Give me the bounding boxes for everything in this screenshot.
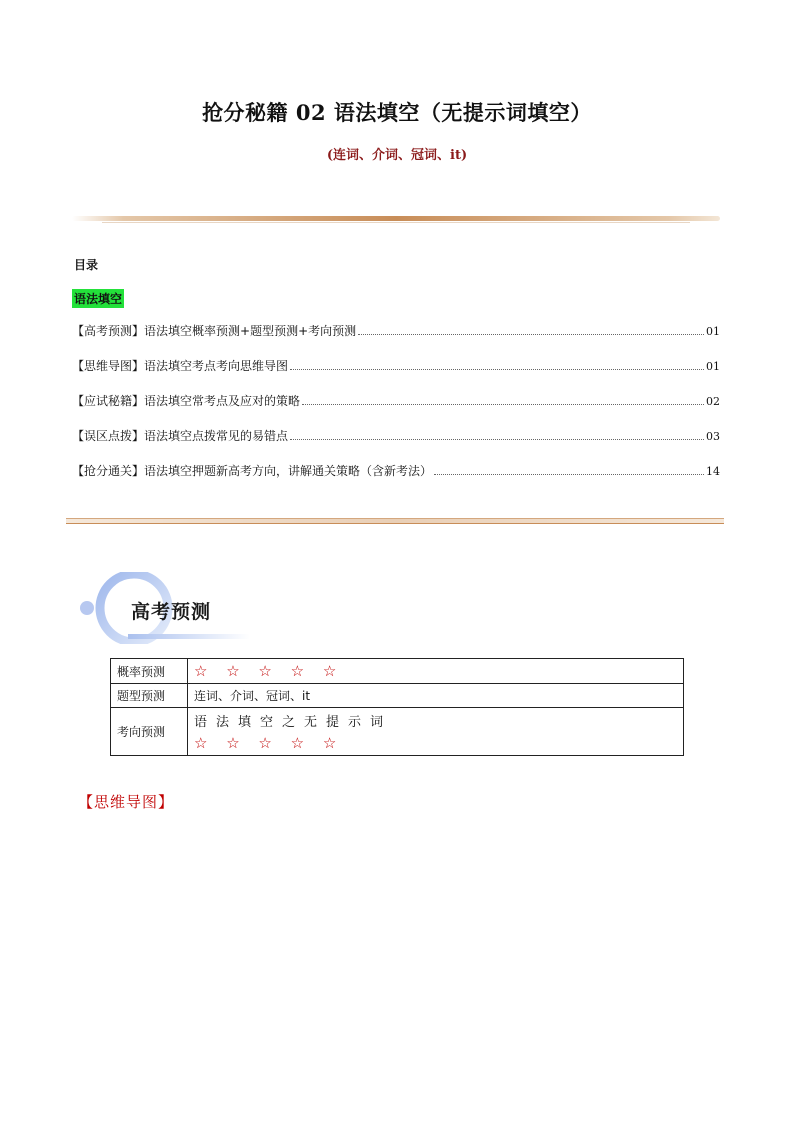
banner-dot [80, 601, 94, 615]
banner-title: 高考预测 [131, 601, 212, 623]
toc-item-bracket: 【抢分通关】 [72, 464, 145, 478]
toc-item-common-mistakes[interactable] [72, 427, 720, 462]
toc-item-bracket: 【应试秘籍】 [72, 394, 145, 408]
prediction-table [110, 658, 684, 756]
toc-item-gaokao-prediction[interactable] [72, 322, 720, 357]
document-subtitle: (连词、介词、冠词、it) [326, 148, 468, 163]
toc-item-page: 02 [706, 395, 720, 408]
table-row [111, 659, 684, 684]
document-title: 抢分秘籍 02 语法填空（无提示词填空） [202, 100, 592, 125]
table-row [111, 684, 684, 708]
table-key-cell: 概率预测 [111, 659, 188, 684]
toc-item-page: 01 [706, 325, 720, 338]
toc-leader-dots [302, 403, 704, 405]
table-key-cell: 题型预测 [111, 684, 188, 708]
toc-item-bracket: 【高考预测】 [72, 324, 145, 338]
toc-item-label: 语法填空押题新高考方向，讲解通关策略（含新考法） [144, 464, 433, 478]
toc-item-label: 语法填空常考点及应对的策略 [144, 394, 301, 408]
toc-leader-dots [290, 438, 704, 440]
direction-text: 语法填空之无提示词 [194, 715, 393, 730]
toc-item-bracket: 【思维导图】 [72, 359, 145, 373]
table-key-cell: 考向预测 [111, 708, 188, 756]
probability-stars: ☆ ☆ ☆ ☆ ☆ [188, 659, 684, 684]
table-of-contents [72, 322, 720, 497]
decorative-rule-middle [66, 518, 724, 524]
toc-heading: 目录 [74, 258, 99, 272]
direction-stars: ☆ ☆ ☆ ☆ ☆ [194, 734, 344, 752]
mind-map-section-heading: 【思维导图】 [78, 793, 175, 811]
toc-item-exam-tips[interactable] [72, 392, 720, 427]
toc-item-page: 03 [706, 430, 720, 443]
toc-item-mind-map[interactable] [72, 357, 720, 392]
toc-item-label: 语法填空概率预测+题型预测+考向预测 [144, 324, 357, 338]
toc-item-bracket: 【误区点拨】 [72, 429, 145, 443]
banner-underline [128, 634, 250, 639]
toc-item-page: 01 [706, 360, 720, 373]
decorative-rule-top [72, 216, 720, 221]
toc-item-label: 语法填空考点考向思维导图 [144, 359, 289, 373]
question-types-cell: 连词、介词、冠词、it [188, 684, 684, 708]
table-row [111, 708, 684, 756]
toc-item-label: 语法填空点拨常见的易错点 [144, 429, 289, 443]
toc-leader-dots [434, 473, 704, 475]
toc-highlight-tag: 语法填空 [72, 289, 124, 308]
toc-leader-dots [290, 368, 704, 370]
toc-item-page: 14 [706, 465, 720, 478]
toc-leader-dots [358, 333, 704, 335]
direction-cell [188, 708, 684, 756]
toc-item-practice[interactable] [72, 462, 720, 497]
